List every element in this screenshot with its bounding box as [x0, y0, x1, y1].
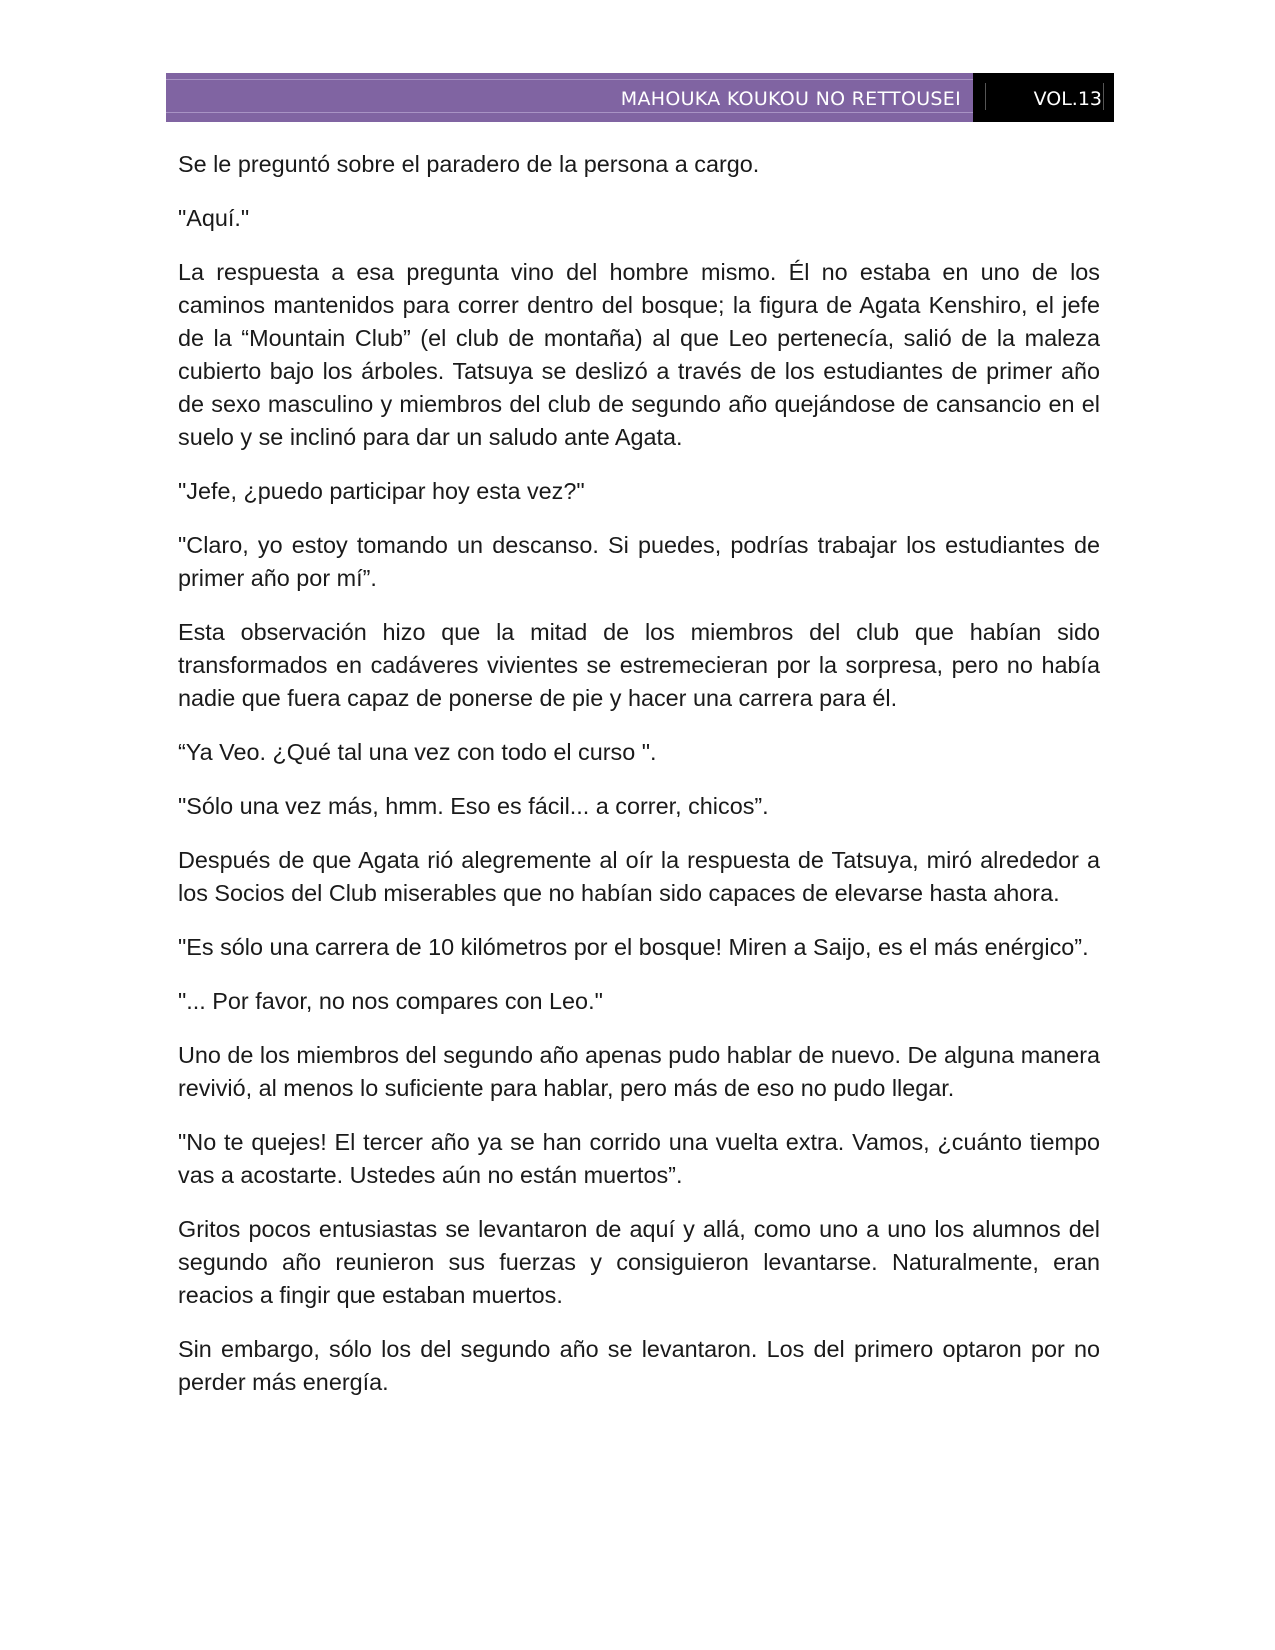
paragraph: "Aquí." — [178, 205, 250, 231]
page-body — [178, 148, 1100, 1420]
header-title-box — [166, 73, 973, 122]
header-volume-box — [973, 73, 1114, 122]
paragraph: Después de que Agata rió alegremente al oír la respuesta de Tatsuya, miró alrededor a los Socios del Club miserables que no habían sido capaces de elevarse hasta ahora. — [178, 847, 1100, 906]
series-title: MAHOUKA KOUKOU NO RETTOUSEI — [620, 87, 961, 110]
paragraph: Gritos pocos entusiastas se levantaron de aquí y allá, como uno a uno los alumnos del segundo año reunieron sus fuerzas y consiguieron levantarse. Naturalmente, eran reacios a fingir que estaban muertos. — [178, 1216, 1100, 1308]
paragraph: Uno de los miembros del segundo año apenas pudo hablar de nuevo. De alguna manera revivió, al menos lo suficiente para hablar, pero más de eso no pudo llegar. — [178, 1042, 1100, 1101]
paragraph: Se le preguntó sobre el paradero de la persona a cargo. — [178, 151, 760, 177]
paragraph: Esta observación hizo que la mitad de los miembros del club que habían sido transformados en cadáveres vivientes se estremecieran por la sorpresa, pero no había nadie que fuera capaz de ponerse de pie y hacer una carrera para él. — [178, 619, 1100, 711]
volume-label: VOL.13 — [1033, 87, 1102, 110]
paragraph: "Claro, yo estoy tomando un descanso. Si puedes, podrías trabajar los estudiantes de primer año por mí”. — [178, 532, 1100, 591]
paragraph: La respuesta a esa pregunta vino del hombre mismo. Él no estaba en uno de los caminos mantenidos para correr dentro del bosque; la figura de Agata Kenshiro, el jefe de la “Mountain Club” (el club de montaña) al que Leo pertenecía, salió de la maleza cubierto bajo los árboles. Tatsuya se deslizó a través de los estudiantes de primer año de sexo masculino y miembros del club de segundo año quejándose de cansancio en el suelo y se inclinó para dar un saludo ante Agata. — [178, 259, 1100, 450]
paragraph: "... Por favor, no nos compares con Leo." — [178, 988, 603, 1014]
page-header — [166, 73, 1114, 122]
paragraph: "Es sólo una carrera de 10 kilómetros por el bosque! Miren a Saijo, es el más enérgico”. — [178, 934, 1089, 960]
paragraph: "Sólo una vez más, hmm. Eso es fácil... a correr, chicos”. — [178, 793, 769, 819]
paragraph: Sin embargo, sólo los del segundo año se levantaron. Los del primero optaron por no perder más energía. — [178, 1336, 1100, 1395]
paragraph: "Jefe, ¿puedo participar hoy esta vez?" — [178, 478, 585, 504]
paragraph: “Ya Veo. ¿Qué tal una vez con todo el curso ". — [178, 739, 657, 765]
paragraph: "No te quejes! El tercer año ya se han corrido una vuelta extra. Vamos, ¿cuánto tiempo vas a acostarte. Ustedes aún no están muertos”. — [178, 1129, 1100, 1188]
